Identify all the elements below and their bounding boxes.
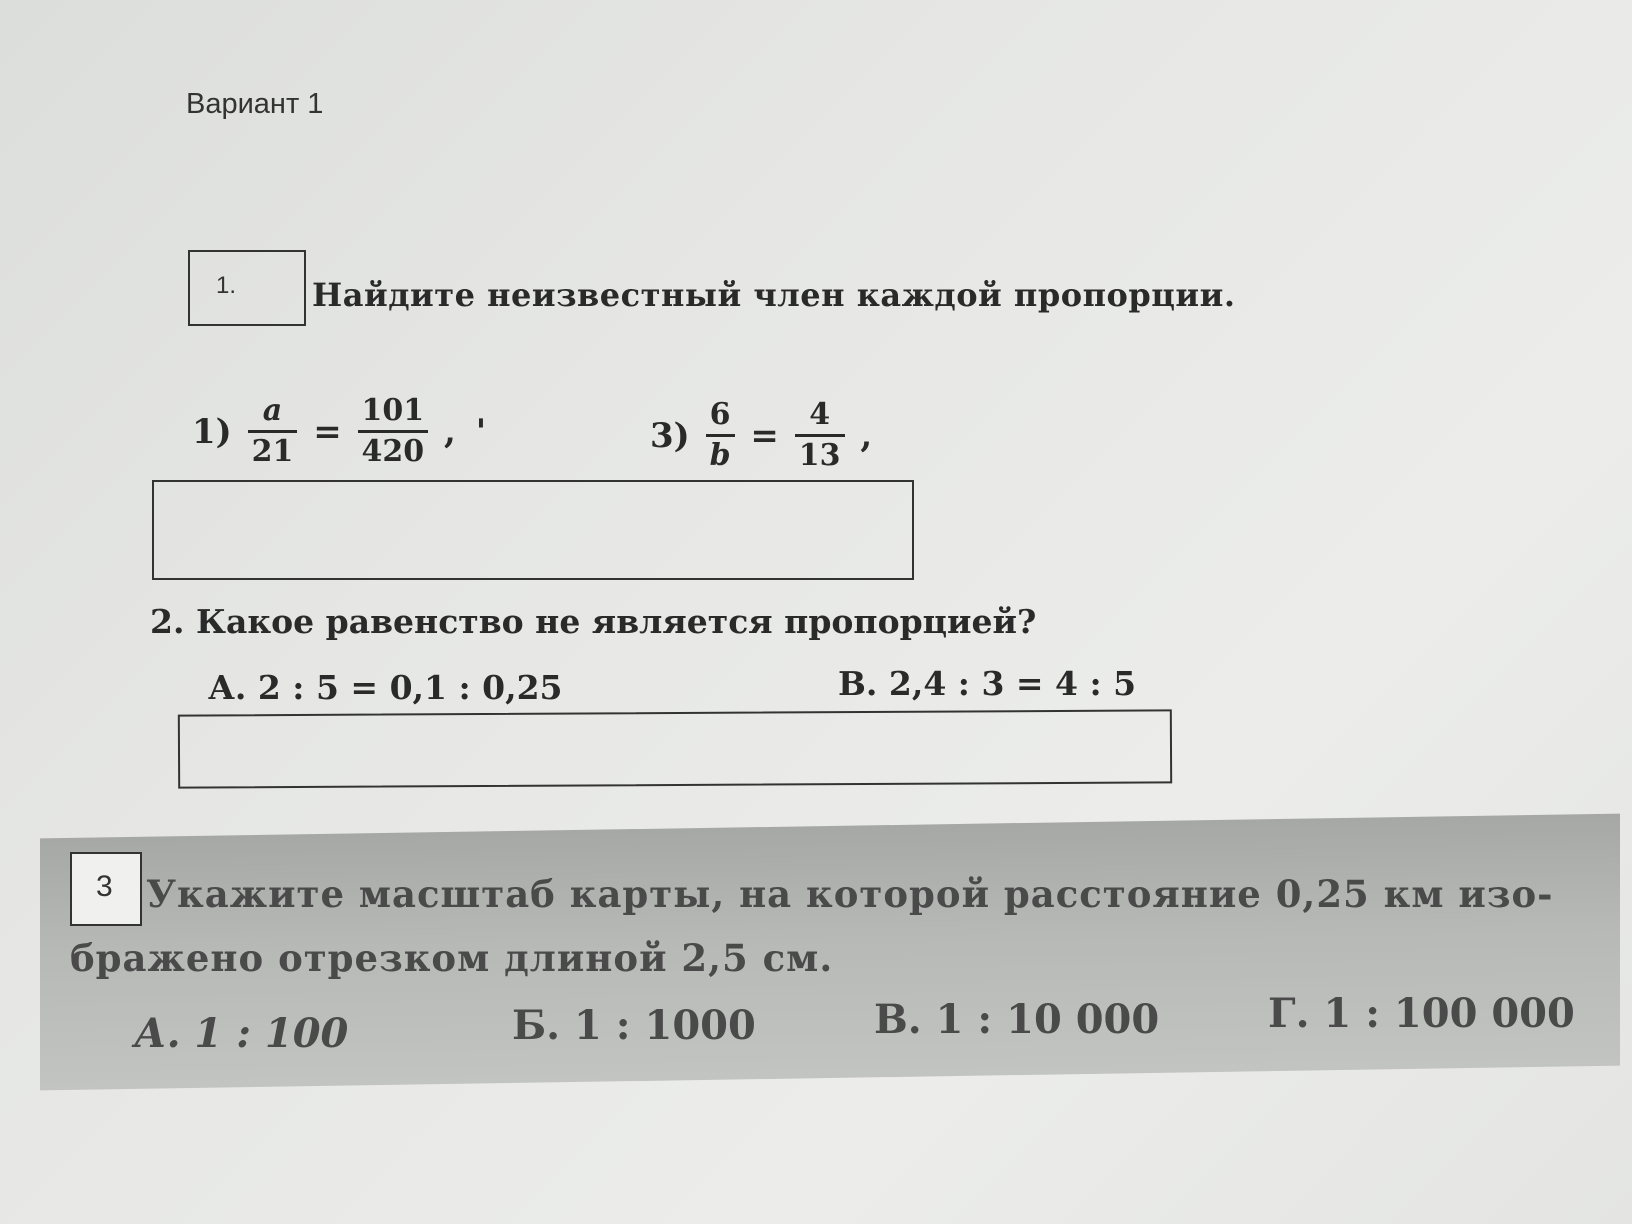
proportion-3 [646, 397, 876, 473]
task1-answer-box[interactable] [152, 480, 914, 580]
variant-label: Вариант 1 [186, 88, 324, 120]
fraction-left [248, 393, 298, 469]
equals-sign: = [313, 411, 342, 452]
task2-answer-box[interactable] [178, 709, 1172, 788]
fraction-left [706, 397, 735, 473]
proportion-1-label: 1) [192, 411, 232, 452]
task3-option-v: В. 1 : 10 000 [874, 996, 1160, 1043]
comma: , [444, 411, 456, 452]
task1-title: Найдите неизвестный член каждой пропорции. [312, 276, 1236, 314]
task3-number: 3 [96, 870, 113, 903]
numerator: a [248, 396, 298, 433]
task3-option-a: А. 1 : 100 [134, 1010, 349, 1057]
tick-mark: ' [475, 411, 487, 452]
proportion-1 [188, 393, 490, 469]
task3-text-line-2: бражено отрезком длиной 2,5 см. [70, 936, 834, 980]
task2-option-a: А. 2 : 5 = 0,1 : 0,25 [208, 668, 563, 707]
task3-text-line-1: Укажите масштаб карты, на которой расстояние 0,25 км изо- [146, 872, 1554, 916]
proportion-3-label: 3) [650, 415, 690, 456]
task3-option-b: Б. 1 : 1000 [512, 1002, 756, 1049]
denominator: 21 [251, 434, 294, 469]
numerator: 101 [358, 396, 429, 433]
denominator: 13 [798, 438, 841, 473]
denominator: b [709, 438, 731, 473]
task1-number: 1. [216, 272, 237, 299]
task2-option-b: В. 2,4 : 3 = 4 : 5 [838, 664, 1137, 703]
comma: , [860, 415, 873, 456]
denominator: 420 [361, 434, 425, 469]
equals-sign: = [750, 415, 779, 456]
task1-number-box [188, 250, 306, 326]
numerator: 6 [706, 400, 735, 437]
fraction-right [795, 397, 845, 473]
task2-title: 2. Какое равенство не является пропорцией? [150, 602, 1037, 641]
numerator: 4 [795, 400, 845, 437]
task3-option-g: Г. 1 : 100 000 [1268, 990, 1575, 1037]
fraction-right [358, 393, 429, 469]
task3-number-box [70, 852, 142, 926]
